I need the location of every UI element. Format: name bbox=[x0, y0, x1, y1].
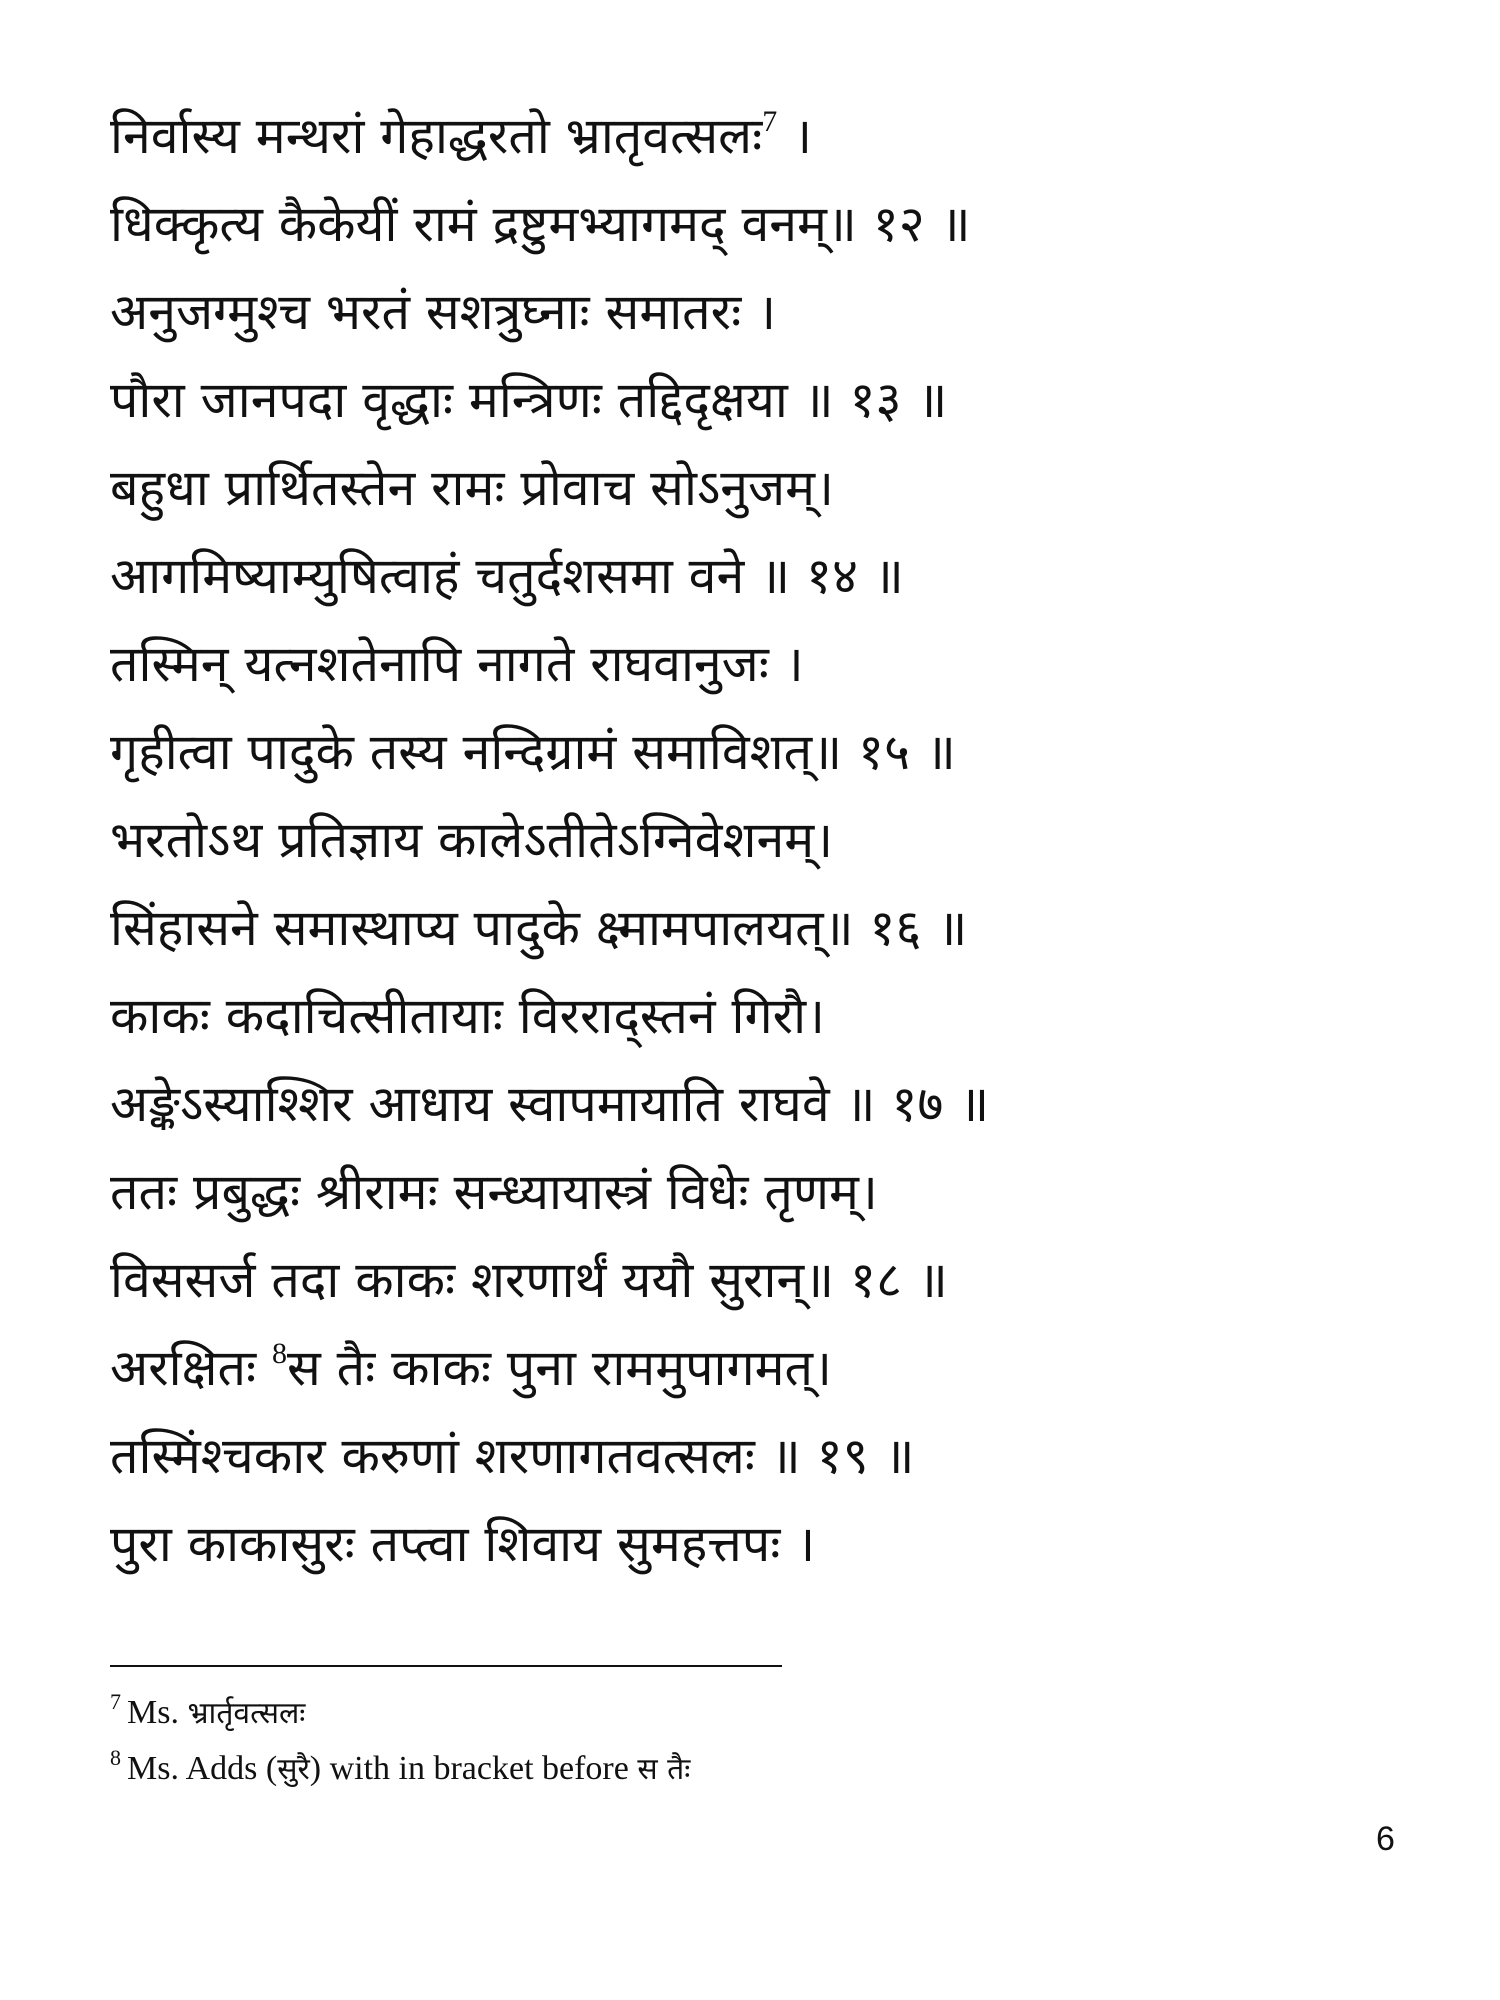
footnote-marker: 7 bbox=[762, 105, 778, 138]
verse-line: बहुधा प्रार्थितस्तेन रामः प्रोवाच सोऽनुजम्। bbox=[110, 459, 834, 517]
verse-block bbox=[110, 92, 1410, 1588]
verse-line: ततः प्रबुद्धः श्रीरामः सन्ध्यायास्त्रं विधेः तृणम्। bbox=[110, 1163, 878, 1221]
verse-line: तस्मिन् यत्नशतेनापि नागते राघवानुजः । bbox=[110, 635, 804, 693]
verse-line: अनुजग्मुश्च भरतं सशत्रुघ्नाः समातरः । bbox=[110, 283, 777, 341]
footnote-marker: 8 bbox=[271, 1337, 287, 1370]
footnote-divider bbox=[110, 1665, 782, 1667]
footnote-devanagari: भ्रार्तृवत्सलः bbox=[187, 1696, 306, 1731]
verse-line: आगमिष्याम्युषित्वाहं चतुर्दशसमा वने ॥ १४ ॥ bbox=[110, 547, 904, 605]
verse-line: पुरा काकासुरः तप्त्वा शिवाय सुमहत्तपः । bbox=[110, 1515, 816, 1573]
footnote-trailing-devanagari: स तैः bbox=[637, 1752, 691, 1787]
verse-text-tail: स तैः काकः पुना राममुपागमत्। bbox=[286, 1339, 832, 1397]
footnote-prefix: Ms. Adds ( bbox=[127, 1750, 278, 1787]
verse-line: अङ्केऽस्याश्शिर आधाय स्वापमायाति राघवे ॥ १७ ॥ bbox=[110, 1075, 990, 1133]
footnote-7 bbox=[110, 1685, 1410, 1741]
footnote-8 bbox=[110, 1741, 1410, 1797]
verse-line: गृहीत्वा पादुके तस्य नन्दिग्रामं समाविशत्॥ १५ ॥ bbox=[110, 723, 956, 781]
page-number: 6 bbox=[1376, 1820, 1395, 1858]
verse-line: सिंहासने समास्थाप्य पादुके क्ष्मामपालयत्॥ १६ ॥ bbox=[110, 899, 968, 957]
footnote-suffix: ) with in bracket before bbox=[309, 1750, 629, 1787]
footnote-devanagari: सुरै bbox=[277, 1752, 310, 1787]
verse-line: भरतोऽथ प्रतिज्ञाय कालेऽतीतेऽग्निवेशनम्। bbox=[110, 811, 834, 869]
verse-line bbox=[110, 92, 1410, 180]
verse-line: विससर्ज तदा काकः शरणार्थं ययौ सुरान्॥ १८ ॥ bbox=[110, 1251, 948, 1309]
verse-line: धिक्कृत्य कैकेयीं रामं द्रष्टुमभ्यागमद् वनम्॥ १२ ॥ bbox=[110, 195, 971, 253]
footnotes bbox=[110, 1685, 1410, 1797]
footnote-prefix: Ms. bbox=[127, 1694, 179, 1731]
verse-text: निर्वास्य मन्थरां गेहाद्धरतो भ्रातृवत्सलः bbox=[110, 107, 763, 165]
verse-line: पौरा जानपदा वृद्धाः मन्त्रिणः तद्दिदृक्षया ॥ १३ ॥ bbox=[110, 371, 948, 429]
verse-line bbox=[110, 1324, 1410, 1412]
footnote-number: 8 bbox=[110, 1745, 121, 1770]
verse-text: अरक्षितः bbox=[110, 1339, 257, 1397]
verse-line: काकः कदाचित्सीतायाः विरराद्स्तनं गिरौ। bbox=[110, 987, 825, 1045]
footnote-number: 7 bbox=[110, 1689, 121, 1714]
verse-text-tail: । bbox=[793, 107, 813, 165]
verse-line: तस्मिंश्चकार करुणां शरणागतवत्सलः ॥ १९ ॥ bbox=[110, 1427, 915, 1485]
